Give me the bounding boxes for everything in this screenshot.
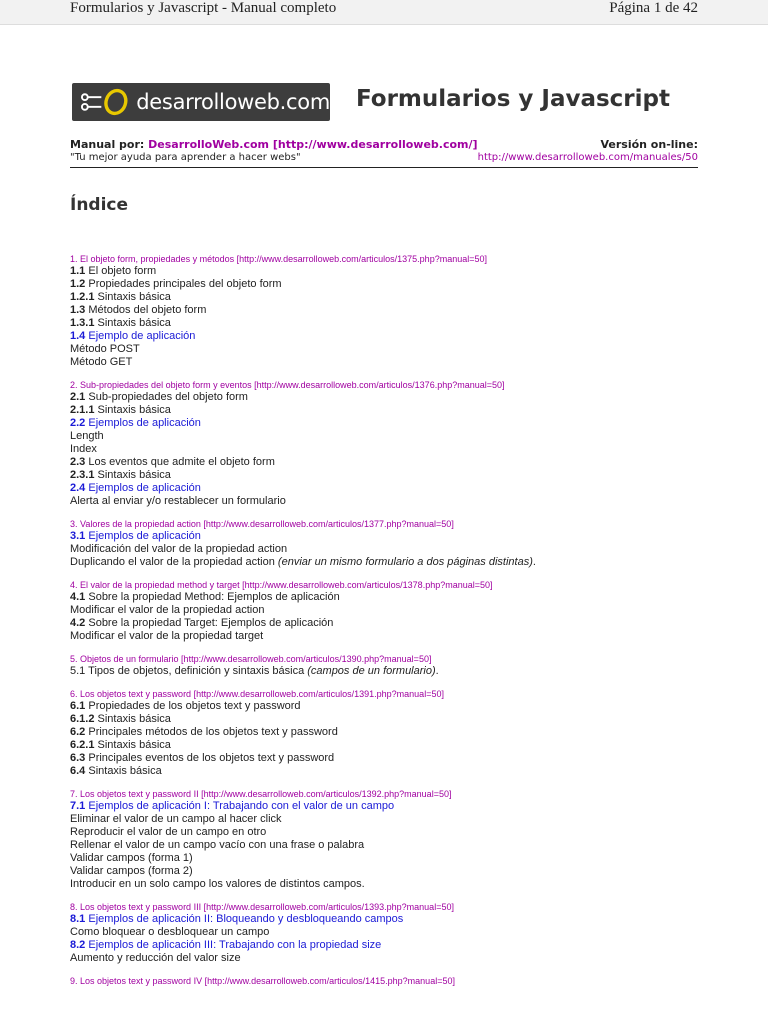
toc-item-text: Validar campos (forma 2): [70, 865, 193, 877]
toc-item-suffix: .: [435, 665, 439, 677]
toc-item-number: 2.2: [70, 417, 86, 429]
toc-section-title-link[interactable]: 6. Los objetos text y password [http://www.desarrolloweb.com/articulos/1391.php?manual=50]: [70, 689, 444, 699]
toc-item-text: El objeto form: [88, 265, 157, 277]
toc-item: [70, 278, 710, 291]
toc-item-text: Rellenar el valor de un campo vacío con una frase o palabra: [70, 839, 365, 851]
toc-item: [70, 726, 710, 739]
toc-section-title-link[interactable]: 9. Los objetos text y password IV [http://www.desarrolloweb.com/articulos/1415.php?manual=50]: [70, 976, 455, 986]
toc-item-text: Ejemplos de aplicación: [88, 482, 201, 494]
toc-item-number: 1.3: [70, 304, 86, 316]
toc-item-text: Métodos del objeto form: [88, 304, 207, 316]
toc-item: [70, 495, 710, 508]
toc-item-number: 6.1.2: [70, 713, 95, 725]
toc-item-text: Introducir en un solo campo los valores de distintos campos.: [70, 878, 365, 890]
manual-by-link[interactable]: DesarrolloWeb.com [http://www.desarrolloweb.com/]: [148, 138, 478, 151]
toc-item: [70, 304, 710, 317]
toc-item-text: Aumento y reducción del valor size: [70, 952, 241, 964]
document-header-title: Formularios y Javascript - Manual completo: [70, 0, 337, 16]
toc-item: [70, 604, 710, 617]
toc-item-text: Ejemplos de aplicación II: Bloqueando y desbloqueando campos: [88, 913, 404, 925]
toc-item: [70, 443, 710, 456]
toc-item-number: 1.2: [70, 278, 86, 290]
toc-item-italic-note: (campos de un formulario): [307, 665, 436, 677]
toc-item: [70, 813, 710, 826]
document-title: Formularios y Javascript: [356, 86, 670, 112]
toc-section-title-link[interactable]: 1. El objeto form, propiedades y métodos [http://www.desarrolloweb.com/articulos/1375.php?manual=50]: [70, 254, 487, 264]
toc-item-number: 2.3: [70, 456, 86, 468]
toc-item: [70, 713, 710, 726]
toc-item: [70, 291, 710, 304]
toc-item: [70, 665, 710, 678]
toc-item[interactable]: [70, 530, 710, 543]
toc-item: [70, 839, 710, 852]
toc-item-number: 6.3: [70, 752, 86, 764]
logo-text: desarrolloweb.com: [136, 90, 330, 114]
toc-item-number: 6.2: [70, 726, 86, 738]
toc-item: [70, 852, 710, 865]
toc-item-text: Duplicando el valor de la propiedad action: [70, 556, 278, 568]
toc-item: [70, 700, 710, 713]
toc-item-text: Método POST: [70, 343, 140, 355]
toc-item[interactable]: [70, 939, 710, 952]
toc-item: [70, 391, 710, 404]
toc-section: [70, 688, 710, 778]
toc-item-italic-note: (enviar un mismo formulario a dos páginas distintas): [277, 556, 533, 568]
toc-item-number: 2.1: [70, 391, 86, 403]
toc-item: [70, 765, 710, 778]
toc-item-text: Index: [70, 443, 97, 455]
toc-item-text: Ejemplos de aplicación III: Trabajando con la propiedad size: [88, 939, 382, 951]
toc-item-text: Ejemplos de aplicación: [88, 417, 201, 429]
toc-item-text: Modificar el valor de la propiedad target: [70, 630, 264, 642]
toc-item-text: Ejemplo de aplicación: [88, 330, 196, 342]
toc-item-number: 6.4: [70, 765, 86, 777]
toc-item-text: Modificación del valor de la propiedad action: [70, 543, 288, 555]
toc-item-number: 6.2.1: [70, 739, 95, 751]
toc-section: [70, 253, 710, 369]
toc-item-text: Principales métodos de los objetos text y password: [88, 726, 338, 738]
toc-item: [70, 543, 710, 556]
toc-section-title-link[interactable]: 3. Valores de la propiedad action [http://www.desarrolloweb.com/articulos/1377.php?manual=50]: [70, 519, 454, 529]
toc-item-text: Modificar el valor de la propiedad action: [70, 604, 265, 616]
toc-item-number: 1.3.1: [70, 317, 95, 329]
toc-item-text: Principales eventos de los objetos text y password: [88, 752, 335, 764]
toc-section: [70, 788, 710, 891]
toc-item-text: Propiedades de los objetos text y password: [88, 700, 301, 712]
toc-item-number: 3.1: [70, 530, 86, 542]
divider: [70, 167, 698, 168]
toc-item-text: Propiedades principales del objeto form: [88, 278, 282, 290]
toc-item: [70, 826, 710, 839]
toc-item-text: Los eventos que admite el objeto form: [88, 456, 275, 468]
toc-item-text: Ejemplos de aplicación: [88, 530, 201, 542]
toc-section-title-link[interactable]: 8. Los objetos text y password III [http://www.desarrolloweb.com/articulos/1393.php?manual=50]: [70, 902, 454, 912]
toc-item-text: Reproducir el valor de un campo en otro: [70, 826, 267, 838]
desarrolloweb-logo: [72, 83, 330, 121]
toc-item-text: Sintaxis básica: [97, 404, 171, 416]
toc-section-title-link[interactable]: 7. Los objetos text y password II [http://www.desarrolloweb.com/articulos/1392.php?manual=50]: [70, 789, 452, 799]
toc-item-number: 7.1: [70, 800, 86, 812]
toc-item: [70, 317, 710, 330]
toc-item-text: Sobre la propiedad Target: Ejemplos de aplicación: [88, 617, 334, 629]
toc-item-text: Sintaxis básica: [97, 469, 171, 481]
manual-by: [70, 138, 478, 151]
toc-item-text: Eliminar el valor de un campo al hacer click: [70, 813, 282, 825]
toc-item: [70, 865, 710, 878]
page-header: [0, 0, 768, 25]
toc-item-text: Sobre la propiedad Method: Ejemplos de aplicación: [88, 591, 340, 603]
toc-item: [70, 456, 710, 469]
toc-item-text: Sintaxis básica: [97, 739, 171, 751]
toc-section: [70, 579, 710, 643]
toc-section: [70, 653, 710, 678]
toc-item[interactable]: [70, 330, 710, 343]
toc-item-text: Sintaxis básica: [97, 317, 171, 329]
toc-item-number: 1.4: [70, 330, 86, 342]
toc-item[interactable]: [70, 800, 710, 813]
toc-item-number: 2.4: [70, 482, 86, 494]
toc-item: [70, 430, 710, 443]
toc-item-text: Validar campos (forma 1): [70, 852, 193, 864]
logo-icon: [80, 88, 134, 116]
toc-item-text: Length: [70, 430, 104, 442]
manual-by-label: Manual por:: [70, 138, 145, 151]
toc-item-text: Método GET: [70, 356, 133, 368]
toc-item-text: Sintaxis básica: [97, 291, 171, 303]
toc-item: [70, 752, 710, 765]
toc-item-text: Sintaxis básica: [88, 765, 162, 777]
toc-item-number: 6.1: [70, 700, 86, 712]
toc-item: [70, 356, 710, 369]
index-heading: Índice: [70, 195, 129, 215]
toc-section: [70, 975, 710, 987]
toc-item-number: 8.2: [70, 939, 86, 951]
toc-item-number: 1.2.1: [70, 291, 95, 303]
toc-item-number: 4.1: [70, 591, 86, 603]
toc-item-text: Como bloquear o desbloquear un campo: [70, 926, 270, 938]
toc-item: [70, 591, 710, 604]
toc-item-text: Sub-propiedades del objeto form: [88, 391, 248, 403]
toc-item-number: 2.3.1: [70, 469, 95, 481]
toc-item[interactable]: [70, 417, 710, 430]
toc-section: [70, 901, 710, 965]
toc-item-text: 5.1 Tipos de objetos, definición y sintaxis básica: [70, 665, 308, 677]
table-of-contents: [70, 253, 710, 997]
version-url-link[interactable]: http://www.desarrolloweb.com/manuales/50: [477, 152, 698, 163]
toc-item: [70, 404, 710, 417]
toc-section-title-link[interactable]: 5. Objetos de un formulario [http://www.desarrolloweb.com/articulos/1390.php?manual=50]: [70, 654, 432, 664]
toc-item[interactable]: [70, 482, 710, 495]
toc-item: [70, 926, 710, 939]
toc-item-number: 4.2: [70, 617, 86, 629]
toc-item-number: 2.1.1: [70, 404, 95, 416]
page-counter: Página 1 de 42: [609, 0, 698, 16]
version-label: Versión on-line:: [600, 138, 698, 151]
toc-item: [70, 739, 710, 752]
toc-item-text: Alerta al enviar y/o restablecer un formulario: [70, 495, 286, 507]
toc-item: [70, 556, 710, 569]
toc-section-title-link[interactable]: 2. Sub-propiedades del objeto form y eventos [http://www.desarrolloweb.com/articulos/1376.php?manual=50]: [70, 380, 505, 390]
toc-item: [70, 878, 710, 891]
toc-item: [70, 617, 710, 630]
toc-item-suffix: .: [532, 556, 536, 568]
toc-section: [70, 518, 710, 569]
tagline: "Tu mejor ayuda para aprender a hacer webs": [70, 152, 301, 163]
toc-item: [70, 265, 710, 278]
toc-item: [70, 343, 710, 356]
toc-item[interactable]: [70, 913, 710, 926]
toc-item: [70, 952, 710, 965]
toc-item-text: Ejemplos de aplicación I: Trabajando con el valor de un campo: [88, 800, 395, 812]
toc-item-text: Sintaxis básica: [97, 713, 171, 725]
toc-section-title-link[interactable]: 4. El valor de la propiedad method y target [http://www.desarrolloweb.com/articulos/1378.php?manual=50]: [70, 580, 493, 590]
toc-item: [70, 469, 710, 482]
toc-item-number: 1.1: [70, 265, 86, 277]
toc-item: [70, 630, 710, 643]
toc-section: [70, 379, 710, 508]
toc-item-number: 8.1: [70, 913, 86, 925]
